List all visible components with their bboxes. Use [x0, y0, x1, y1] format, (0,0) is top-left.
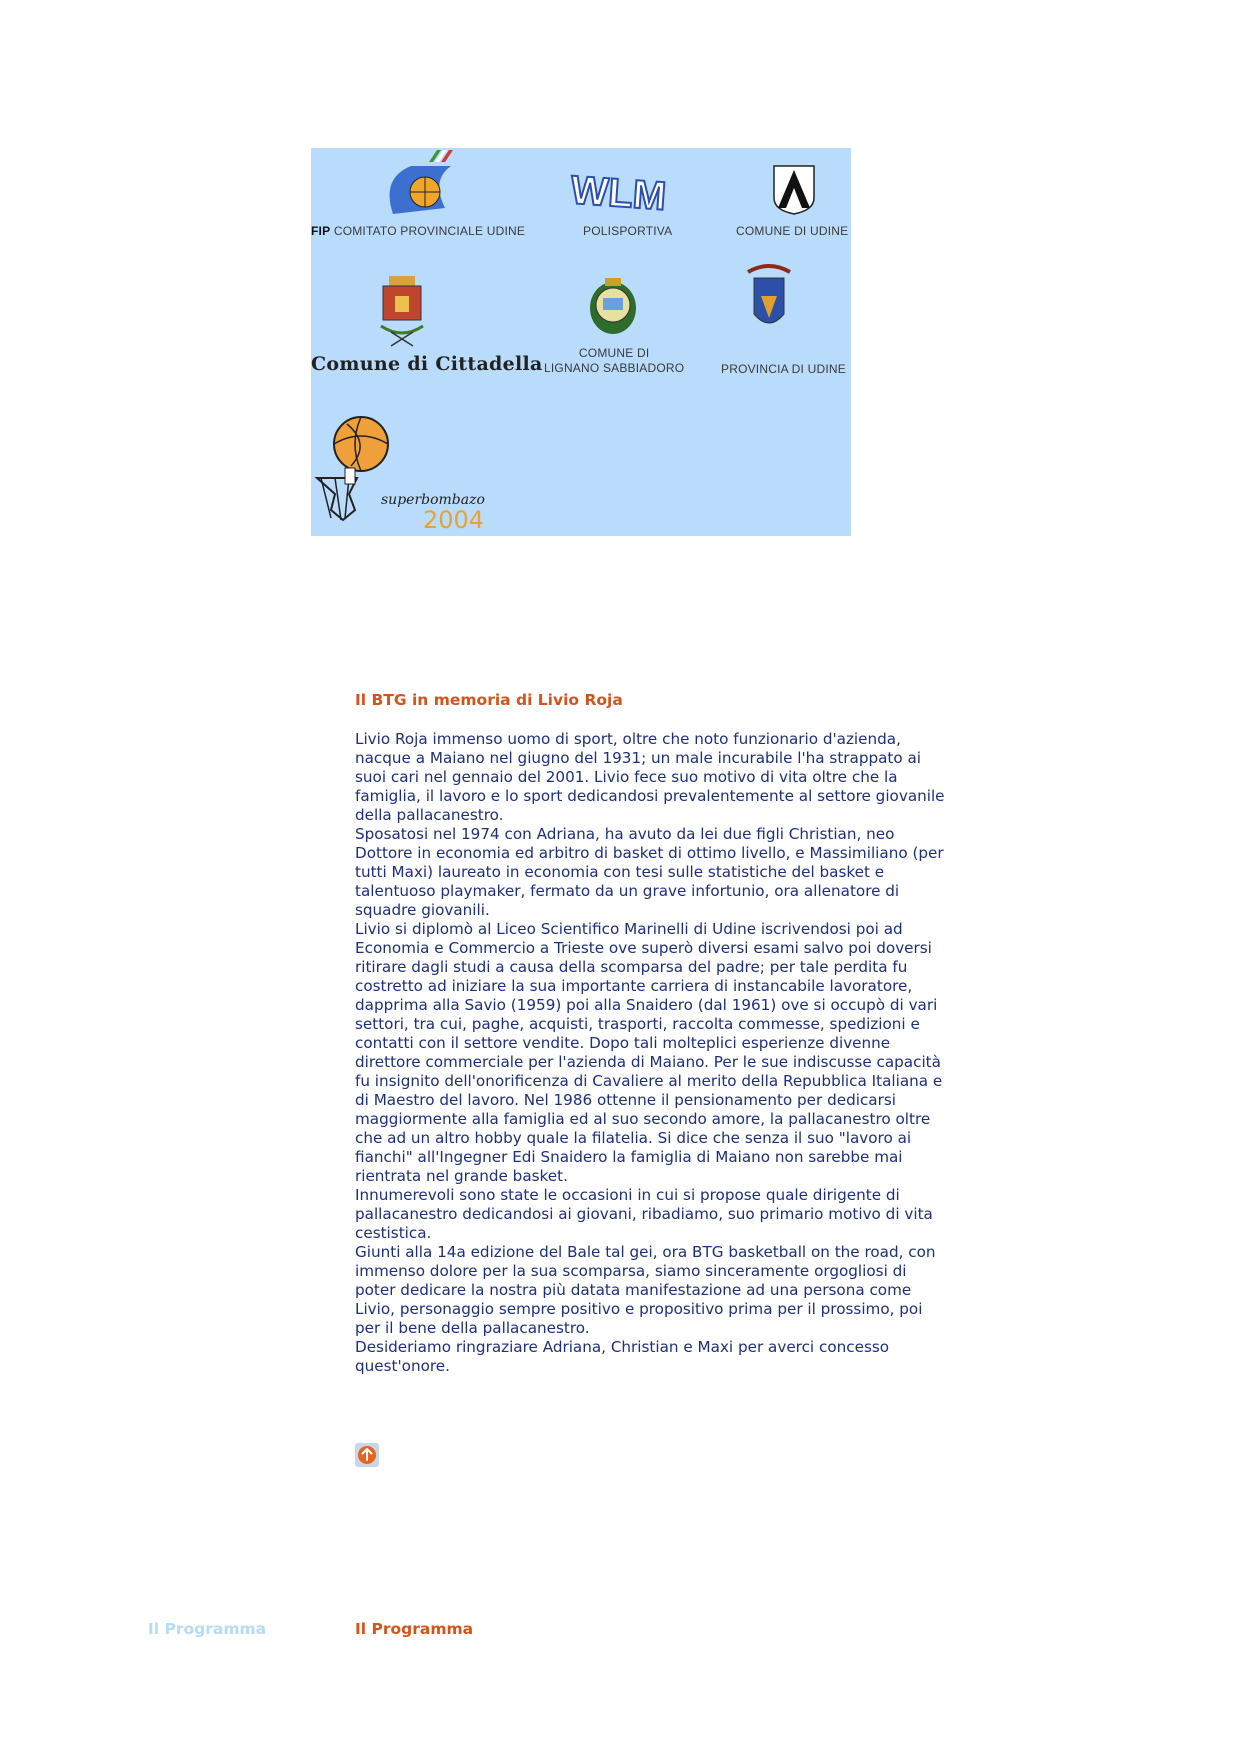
fip-logo — [390, 150, 453, 214]
superbombazo-logo — [317, 417, 388, 520]
back-to-top-button[interactable] — [355, 1443, 379, 1467]
udine-shield — [774, 166, 814, 214]
arrow-up-icon — [355, 1443, 379, 1467]
fip-caption — [311, 224, 525, 238]
superbombazo-year: 2004 — [423, 506, 485, 534]
lignano-caption-line1: COMUNE DI — [578, 346, 650, 360]
superbombazo-word: superbombazo — [381, 492, 485, 508]
article-paragraph: Giunti alla 14a edizione del Bale tal gei, ora BTG basketball on the road, con immenso dolore per la sua scomparsa, siamo sinceramente orgogliosi di poter dedicare la nostra più datata manifestazione ad una persona come Livio, personaggio sempre positivo e propositivo prima per il prossimo, poi per il bene della pallacanestro. — [355, 1243, 936, 1337]
article-paragraph: Livio si diplomò al Liceo Scientifico Marinelli di Udine iscrivendosi poi ad Economia e Commercio a Trieste ove superò diversi esami salvo poi doversi ritirare dagli studi a causa della scomparsa del padre; per tale perdita fu costretto ad iniziare la sua importante carriera di instancabile lavoratore, dapprima alla Savio (1959) poi alla Snaidero (dal 1961) ove si occupò di vari settori, tra cui, paghe, acquisti, trasporti, raccolta commesse, spedizioni e contatti con il settore vendite. Dopo tali molteplici esperienze divenne direttore commerciale per l'azienda di Maiano. Per le sue indiscusse capacità fu insignito dell'onorificenza di Cavaliere al merito della Repubblica Italiana e di Maestro del lavoro. Nel 1986 ottenne il pensionamento per dedicarsi maggiormente alla famiglia ed al suo secondo amore, la pallacanestro oltre che ad un altro hobby quale la filatelia. Si dice che senza il suo "lavoro ai fianchi" all'Ingegner Edi Snaidero la famiglia di Maiano non sarebbe mai rientrata nel grande basket. — [355, 920, 943, 1185]
lignano-caption-line2: LIGNANO SABBIADORO — [544, 361, 685, 375]
wlm-caption: POLISPORTIVA — [583, 224, 673, 238]
fip-caption-text: COMITATO PROVINCIALE UDINE — [333, 224, 526, 238]
nav-link-programma[interactable]: Il Programma — [355, 1620, 474, 1638]
wlm-logo — [569, 168, 667, 219]
cittadella-caption: Comune di Cittadella — [311, 353, 543, 375]
cittadella-crest — [381, 276, 423, 346]
article — [355, 690, 945, 1376]
nav-link-programma-faded[interactable]: Il Programma — [148, 1620, 267, 1638]
article-paragraph: Sposatosi nel 1974 con Adriana, ha avuto da lei due figli Christian, neo Dottore in economia ed arbitro di basket di ottimo livello, e Massimiliano (per tutti Maxi) laureato in economia con tesi sulle statistiche del basket e talentuoso playmaker, fermato da un grave infortunio, ora allenatore di squadre giovanili. — [355, 825, 944, 919]
provincia-caption: PROVINCIA DI UDINE — [721, 362, 846, 376]
lignano-caption — [544, 346, 684, 376]
article-title: Il BTG in memoria di Livio Roja — [355, 691, 623, 709]
sponsor-logos-graphics — [311, 148, 851, 536]
article-paragraph: Innumerevoli sono state le occasioni in cui si propose quale dirigente di pallacanestro dedicandosi ai giovani, ribadiamo, suo primario motivo di vita cestistica. — [355, 1186, 933, 1242]
wlm-logo-text: WLM — [569, 168, 668, 219]
article-paragraph: Desideriamo ringraziare Adriana, Christian e Maxi per averci concesso quest'onore. — [355, 1338, 890, 1375]
sponsor-logos-panel — [311, 148, 851, 536]
provincia-crest — [748, 266, 790, 323]
lignano-crest — [590, 278, 636, 334]
fip-prefix: FIP — [311, 224, 331, 238]
udine-caption: COMUNE DI UDINE — [736, 224, 849, 238]
article-paragraph: Livio Roja immenso uomo di sport, oltre che noto funzionario d'azienda, nacque a Maiano nel giugno del 1931; un male incurabile l'ha strappato ai suoi cari nel gennaio del 2001. Livio fece suo motivo di vita oltre che la famiglia, il lavoro e lo sport dedicandosi prevalentemente al settore giovanile della pallacanestro. — [355, 730, 945, 824]
